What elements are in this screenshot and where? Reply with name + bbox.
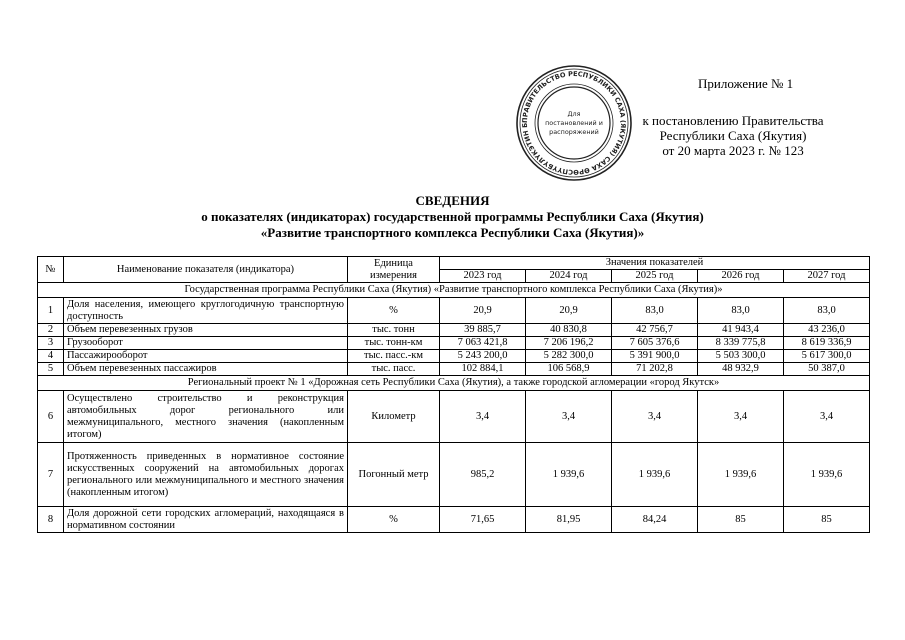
header-year: 2023 год (440, 270, 526, 283)
seal-inner-line3: распоряжений (549, 128, 599, 136)
title-line1: СВЕДЕНИЯ (415, 193, 490, 208)
row-name: Протяженность приведенных в нормативное состояние искусственных сооружений на автомобильных дорогах регионального или межмуниципального и местного значения (накопленным итогом) (64, 443, 348, 507)
row-value: 8 339 775,8 (698, 337, 784, 350)
appendix-line3: от 20 марта 2023 г. № 123 (662, 143, 804, 158)
table-row (38, 507, 870, 533)
row-value: 83,0 (612, 298, 698, 324)
seal-outer-text: ПРАВИТЕЛЬСТВО РЕСПУБЛИКИ САХА (ЯКУТИЯ) САХА ӨРӨСПҮҮБҮЛҮКЭТИН Б (520, 69, 628, 177)
table-row (38, 363, 870, 376)
row-num: 7 (38, 443, 64, 507)
header-values: Значения показателей (440, 257, 870, 270)
row-num: 4 (38, 350, 64, 363)
row-value: 20,9 (526, 298, 612, 324)
row-num: 3 (38, 337, 64, 350)
row-value: 7 206 196,2 (526, 337, 612, 350)
header-unit: Единица измерения (348, 257, 440, 283)
row-value: 84,24 (612, 507, 698, 533)
row-value: 102 884,1 (440, 363, 526, 376)
section-title: Государственная программа Республики Саха (Якутия) «Развитие транспортного комплекса Республики Саха (Якутия)» (38, 283, 870, 298)
row-name: Грузооборот (64, 337, 348, 350)
row-value: 1 939,6 (784, 443, 870, 507)
header-year: 2026 год (698, 270, 784, 283)
header-name: Наименование показателя (индикатора) (64, 257, 348, 283)
header-num: № (38, 257, 64, 283)
row-unit: Погонный метр (348, 443, 440, 507)
row-num: 1 (38, 298, 64, 324)
section-row (38, 376, 870, 391)
row-value: 1 939,6 (612, 443, 698, 507)
row-value: 43 236,0 (784, 324, 870, 337)
row-value: 83,0 (698, 298, 784, 324)
row-value: 85 (784, 507, 870, 533)
row-num: 8 (38, 507, 64, 533)
header-year: 2024 год (526, 270, 612, 283)
row-value: 71,65 (440, 507, 526, 533)
row-unit: Километр (348, 391, 440, 443)
header-row-1 (38, 257, 870, 270)
row-value: 41 943,4 (698, 324, 784, 337)
appendix-line1: к постановлению Правительства (642, 113, 824, 128)
row-unit: тыс. пасс.-км (348, 350, 440, 363)
appendix-header (583, 76, 883, 158)
row-value: 3,4 (698, 391, 784, 443)
row-value: 83,0 (784, 298, 870, 324)
document-title (0, 193, 905, 241)
seal-inner-line1: Для (567, 110, 581, 118)
row-value: 3,4 (526, 391, 612, 443)
header-year: 2025 год (612, 270, 698, 283)
section-title: Региональный проект № 1 «Дорожная сеть Республики Саха (Якутия), а также городской агломерации «город Якутск» (38, 376, 870, 391)
row-unit: % (348, 298, 440, 324)
row-value: 20,9 (440, 298, 526, 324)
row-value: 1 939,6 (698, 443, 784, 507)
table-row (38, 350, 870, 363)
row-unit: тыс. тонн-км (348, 337, 440, 350)
row-value: 71 202,8 (612, 363, 698, 376)
row-name: Объем перевезенных пассажиров (64, 363, 348, 376)
appendix-number: Приложение № 1 (698, 76, 794, 91)
row-value: 3,4 (784, 391, 870, 443)
row-name: Доля дорожной сети городских агломераций, находящаяся в нормативном состоянии (64, 507, 348, 533)
row-value: 50 387,0 (784, 363, 870, 376)
row-value: 5 503 300,0 (698, 350, 784, 363)
row-unit: % (348, 507, 440, 533)
table-row (38, 443, 870, 507)
row-unit: тыс. пасс. (348, 363, 440, 376)
row-value: 5 282 300,0 (526, 350, 612, 363)
row-value: 3,4 (612, 391, 698, 443)
appendix-line2: Республики Саха (Якутия) (659, 128, 807, 143)
row-name: Пассажирооборот (64, 350, 348, 363)
row-name: Осуществлено строительство и реконструкция автомобильных дорог регионального или межмуниципального, местного значения (накопленным итогом) (64, 391, 348, 443)
title-line3: «Развитие транспортного комплекса Республики Саха (Якутия)» (260, 225, 645, 240)
row-value: 48 932,9 (698, 363, 784, 376)
row-value: 985,2 (440, 443, 526, 507)
row-value: 39 885,7 (440, 324, 526, 337)
row-value: 81,95 (526, 507, 612, 533)
row-value: 7 063 421,8 (440, 337, 526, 350)
row-num: 6 (38, 391, 64, 443)
row-name: Объем перевезенных грузов (64, 324, 348, 337)
row-value: 5 617 300,0 (784, 350, 870, 363)
row-value: 42 756,7 (612, 324, 698, 337)
table-row (38, 298, 870, 324)
row-num: 2 (38, 324, 64, 337)
section-row (38, 283, 870, 298)
row-value: 7 605 376,6 (612, 337, 698, 350)
indicators-table (37, 256, 870, 533)
row-value: 40 830,8 (526, 324, 612, 337)
row-value: 85 (698, 507, 784, 533)
table-row (38, 324, 870, 337)
row-value: 5 243 200,0 (440, 350, 526, 363)
row-name: Доля населения, имеющего круглогодичную транспортную доступность (64, 298, 348, 324)
row-value: 5 391 900,0 (612, 350, 698, 363)
row-num: 5 (38, 363, 64, 376)
title-line2: о показателях (индикаторах) государственной программы Республики Саха (Якутия) (201, 209, 704, 224)
row-value: 3,4 (440, 391, 526, 443)
row-value: 8 619 336,9 (784, 337, 870, 350)
seal-inner-line2: постановлений и (545, 119, 603, 127)
table-row (38, 337, 870, 350)
row-value: 1 939,6 (526, 443, 612, 507)
row-unit: тыс. тонн (348, 324, 440, 337)
row-value: 106 568,9 (526, 363, 612, 376)
header-year: 2027 год (784, 270, 870, 283)
table-row (38, 391, 870, 443)
